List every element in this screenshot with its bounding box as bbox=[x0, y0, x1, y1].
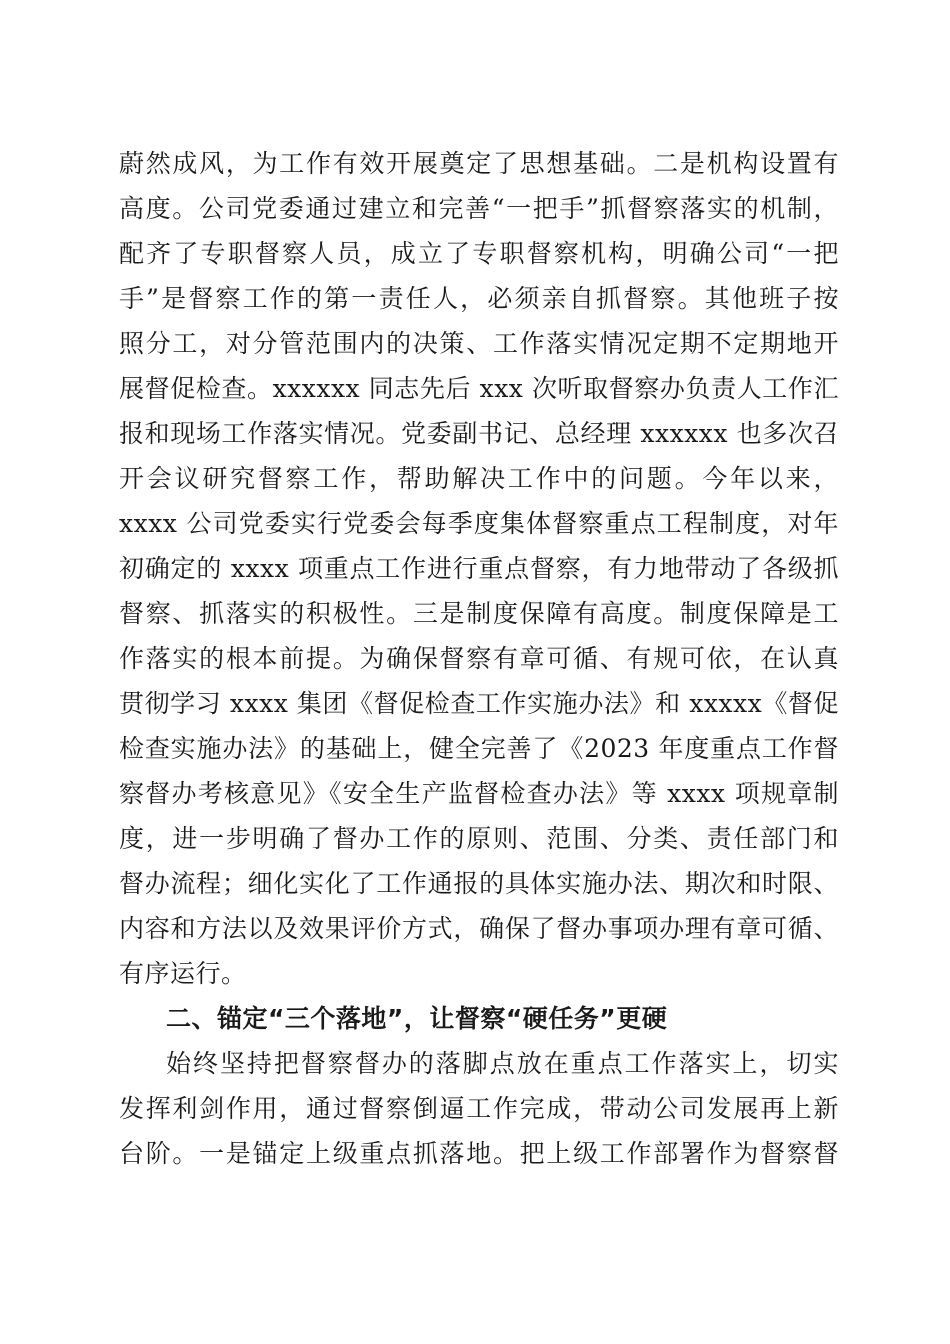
paragraph-line: 检查实施办法》的基础上，健全完善了《2023 年度重点工作督 bbox=[119, 734, 839, 763]
paragraph-line: 发挥利剑作用，通过督察倒逼工作完成，带动公司发展再上新 bbox=[119, 1094, 839, 1123]
section-heading: 二、锚定“三个落地”，让督察“硬任务”更硬 bbox=[166, 1004, 668, 1033]
paragraph-line: 手”是督察工作的第一责任人，必须亲自抓督察。其他班子按 bbox=[119, 284, 839, 313]
paragraph-line: 督察、抓落实的积极性。三是制度保障有高度。制度保障是工 bbox=[119, 599, 839, 628]
paragraph-line: xxxx 公司党委实行党委会每季度集体督察重点工程制度，对年 bbox=[119, 509, 839, 538]
paragraph-line: 高度。公司党委通过建立和完善“一把手”抓督察落实的机制， bbox=[119, 194, 839, 223]
paragraph-line: 台阶。一是锚定上级重点抓落地。把上级工作部署作为督察督 bbox=[119, 1139, 839, 1168]
paragraph-line: 度，进一步明确了督办工作的原则、范围、分类、责任部门和 bbox=[119, 824, 839, 853]
paragraph-line: 始终坚持把督察督办的落脚点放在重点工作落实上，切实 bbox=[166, 1049, 839, 1078]
paragraph-line: 蔚然成风，为工作有效开展奠定了思想基础。二是机构设置有 bbox=[119, 149, 839, 178]
paragraph-line: 内容和方法以及效果评价方式，确保了督办事项办理有章可循、 bbox=[119, 914, 839, 943]
paragraph-line: 配齐了专职督察人员，成立了专职督察机构，明确公司“一把 bbox=[119, 239, 839, 268]
paragraph-line: 作落实的根本前提。为确保督察有章可循、有规可依，在认真 bbox=[119, 644, 839, 673]
paragraph-line: 照分工，对分管范围内的决策、工作落实情况定期不定期地开 bbox=[119, 329, 839, 358]
paragraph-line: 初确定的 xxxx 项重点工作进行重点督察，有力地带动了各级抓 bbox=[119, 554, 839, 583]
paragraph-line: 报和现场工作落实情况。党委副书记、总经理 xxxxxx 也多次召 bbox=[119, 419, 839, 448]
paragraph-line: 督办流程；细化实化了工作通报的具体实施办法、期次和时限、 bbox=[119, 869, 839, 898]
paragraph-line: 察督办考核意见》《安全生产监督检查办法》等 xxxx 项规章制 bbox=[119, 779, 839, 808]
paragraph-line: 贯彻学习 xxxx 集团《督促检查工作实施办法》和 xxxxx《督促 bbox=[119, 689, 840, 718]
paragraph-line: 展督促检查。xxxxxx 同志先后 xxx 次听取督察办负责人工作汇 bbox=[119, 374, 839, 403]
paragraph-line: 开会议研究督察工作，帮助解决工作中的问题。今年以来， bbox=[119, 464, 839, 493]
paragraph-line: 有序运行。 bbox=[119, 959, 247, 988]
